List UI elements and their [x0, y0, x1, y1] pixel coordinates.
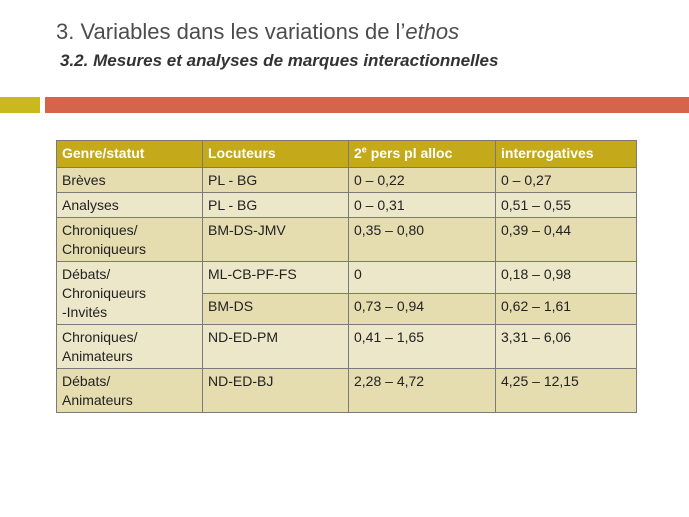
- cell-genre-line2: Animateurs: [62, 348, 133, 364]
- header-pers-text: pers pl alloc: [366, 145, 453, 161]
- cell-interrogatives: 0,39 – 0,44: [496, 218, 637, 262]
- slide-title: [56, 18, 676, 46]
- cell-locuteurs: PL - BG: [203, 168, 349, 193]
- cell-genre-line1: Chroniques/: [62, 222, 138, 238]
- cell-interrogatives: 0,51 – 0,55: [496, 193, 637, 218]
- cell-genre-line3: -Invités: [62, 304, 108, 320]
- cell-genre-line2: Chroniqueurs: [62, 241, 147, 257]
- cell-locuteurs: ML-CB-PF-FS: [203, 262, 349, 294]
- slide-title-text: 3. Variables dans les variations de l’: [56, 19, 406, 44]
- header-pers-num: 2: [354, 145, 362, 161]
- header-pers: [349, 141, 496, 168]
- cell-interrogatives: 0,62 – 1,61: [496, 293, 637, 325]
- cell-genre-line2: Animateurs: [62, 392, 133, 408]
- cell-locuteurs: BM-DS: [203, 293, 349, 325]
- cell-genre: Brèves: [57, 168, 203, 193]
- slide-title-emphasis: ethos: [405, 19, 460, 44]
- cell-pers: 0,41 – 1,65: [349, 325, 496, 369]
- cell-pers: 2,28 – 4,72: [349, 369, 496, 413]
- cell-pers: 0: [349, 262, 496, 294]
- cell-locuteurs: BM-DS-JMV: [203, 218, 349, 262]
- cell-genre-line2: Chroniqueurs: [62, 285, 147, 301]
- cell-genre-line1: Chroniques/: [62, 329, 138, 345]
- cell-pers: 0,73 – 0,94: [349, 293, 496, 325]
- cell-genre: Analyses: [57, 193, 203, 218]
- table-row: [57, 193, 637, 218]
- header-pers-sup: e: [361, 144, 367, 155]
- measures-table: [56, 140, 637, 413]
- cell-interrogatives: 0 – 0,27: [496, 168, 637, 193]
- cell-interrogatives: 3,31 – 6,06: [496, 325, 637, 369]
- cell-pers: 0 – 0,31: [349, 193, 496, 218]
- header-interrogatives: interrogatives: [496, 141, 637, 168]
- table-row: [57, 262, 637, 294]
- cell-interrogatives: 4,25 – 12,15: [496, 369, 637, 413]
- cell-locuteurs: ND-ED-BJ: [203, 369, 349, 413]
- cell-interrogatives: 0,18 – 0,98: [496, 262, 637, 294]
- slide-subtitle: 3.2. Mesures et analyses de marques interactionnelles: [60, 51, 499, 70]
- header-genre: Genre/statut: [57, 141, 203, 168]
- cell-genre: [57, 369, 203, 413]
- table-row: [57, 218, 637, 262]
- slide-header: [56, 18, 676, 72]
- table-row: [57, 168, 637, 193]
- cell-locuteurs: ND-ED-PM: [203, 325, 349, 369]
- cell-pers: 0 – 0,22: [349, 168, 496, 193]
- cell-pers: 0,35 – 0,80: [349, 218, 496, 262]
- cell-genre: [57, 218, 203, 262]
- table-row: [57, 325, 637, 369]
- accent-bar-gold: [0, 97, 40, 113]
- cell-genre-line1: Débats/: [62, 373, 111, 389]
- cell-locuteurs: PL - BG: [203, 193, 349, 218]
- cell-genre: [57, 262, 203, 325]
- cell-genre-line1: Débats/: [62, 266, 111, 282]
- cell-genre: [57, 325, 203, 369]
- accent-bar-red: [45, 97, 689, 113]
- table-row: [57, 369, 637, 413]
- table-header-row: [57, 141, 637, 168]
- header-locuteurs: Locuteurs: [203, 141, 349, 168]
